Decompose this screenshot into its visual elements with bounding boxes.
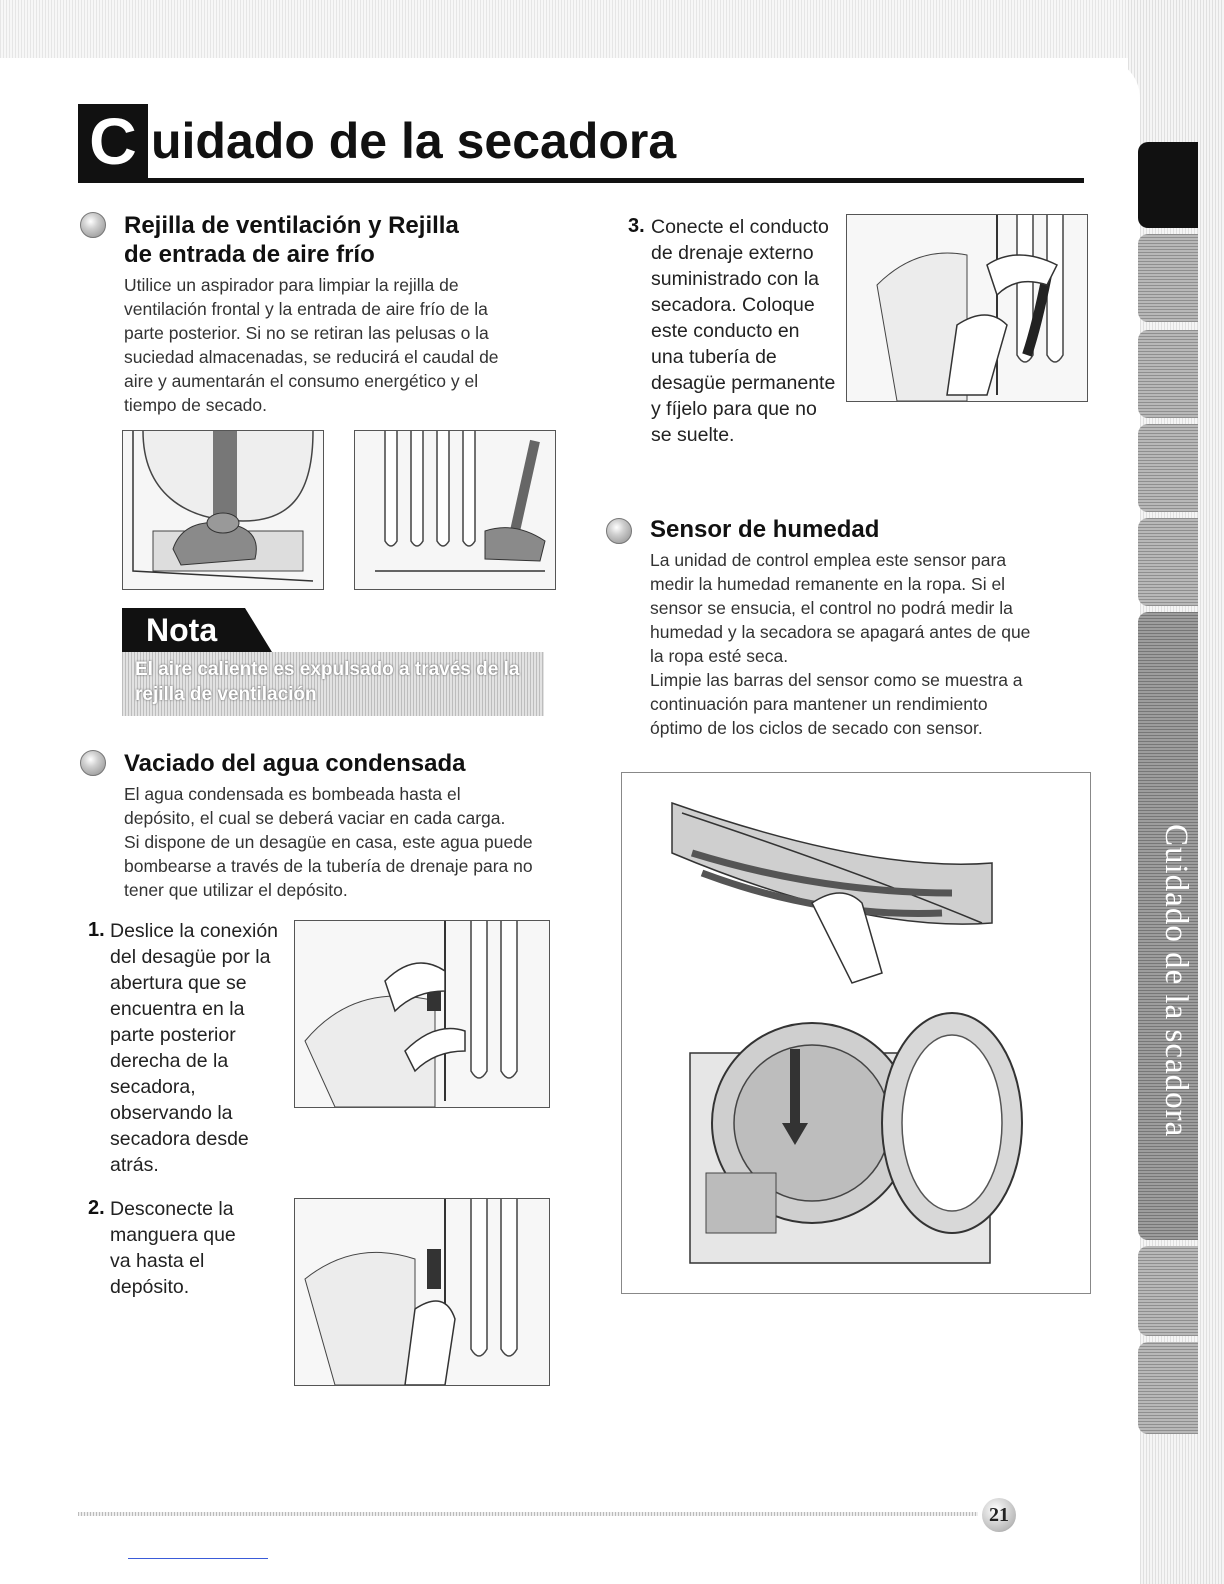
- sensor-body: [650, 548, 1030, 740]
- vent-body: [124, 273, 499, 417]
- sensor-illustration: [621, 772, 1091, 1294]
- drain-body: [124, 782, 533, 902]
- step-line: atrás.: [110, 1154, 159, 1176]
- step-line: encuentra en la: [110, 998, 245, 1020]
- step-line: manguera que: [110, 1224, 236, 1246]
- sensor-body-line: humedad y la secadora se apagará antes de que: [650, 622, 1031, 642]
- vent-body-line: Utilice un aspirador para limpiar la rejilla de: [124, 275, 459, 295]
- step-line: depósito.: [110, 1276, 190, 1298]
- step-line: Desconecte la: [110, 1198, 234, 1220]
- side-tab-1[interactable]: [1138, 142, 1198, 228]
- step-3-text: [651, 214, 835, 448]
- step-line: este conducto en: [651, 320, 800, 342]
- drain-body-line: bombearse a través de la tubería de drenaje para no: [124, 856, 533, 876]
- sensor-body-line: la ropa esté seca.: [650, 646, 789, 666]
- circle-bullet-icon: [80, 212, 106, 238]
- vent-body-line: tiempo de secado.: [124, 395, 268, 415]
- step-3-number: 3.: [628, 215, 645, 237]
- sensor-body-line: medir la humedad remanente en la ropa. Si el: [650, 574, 1006, 594]
- step-line: suministrado con la: [651, 268, 819, 290]
- front-vent-illustration: [122, 430, 324, 590]
- step-line: secadora,: [110, 1076, 196, 1098]
- top-band: [0, 0, 1224, 58]
- side-tab-5[interactable]: [1138, 518, 1198, 606]
- vent-heading-1: Rejilla de ventilación y Rejilla: [124, 212, 459, 239]
- step-line: desagüe permanente: [651, 372, 836, 394]
- drain-heading: Vaciado del agua condensada: [124, 750, 466, 777]
- nota-line: rejilla de ventilación: [135, 684, 317, 705]
- side-tab-7[interactable]: [1138, 1246, 1198, 1336]
- step-line: del desagüe por la: [110, 946, 271, 968]
- vent-body-line: aire y aumentarán el consumo energético y el: [124, 371, 479, 391]
- step-line: observando la: [110, 1102, 233, 1124]
- vent-heading-2: de entrada de aire frío: [124, 241, 375, 268]
- side-tab-3[interactable]: [1138, 330, 1198, 418]
- sensor-body-line: óptimo de los ciclos de secado con sensor.: [650, 718, 983, 738]
- sensor-body-line: sensor se ensucia, el control no podrá medir la: [650, 598, 1013, 618]
- sensor-body-line: Limpie las barras del sensor como se muestra a: [650, 670, 1023, 690]
- vent-body-line: parte posterior. Si no se retiran las pelusas o la: [124, 323, 489, 343]
- drain-body-line: depósito, el cual se deberá vaciar en cada carga.: [124, 808, 506, 828]
- drain-body-line: tener que utilizar el depósito.: [124, 880, 348, 900]
- step-line: va hasta el: [110, 1250, 205, 1272]
- step-2-number: 2.: [88, 1197, 105, 1219]
- drain-body-line: El agua condensada es bombeada hasta el: [124, 784, 461, 804]
- side-tab-2[interactable]: [1138, 234, 1198, 322]
- side-tab-8[interactable]: [1138, 1342, 1198, 1434]
- circle-bullet-icon: [606, 518, 632, 544]
- title-initial: C: [78, 104, 148, 178]
- drain-body-line: Si dispone de un desagüe en casa, este agua puede: [124, 832, 533, 852]
- vent-body-line: suciedad almacenadas, se reducirá el caudal de: [124, 347, 499, 367]
- side-tab-label: Cuidado de la scadora: [1158, 824, 1194, 1138]
- nota-line: El aire caliente es expulsado a través de la: [135, 659, 520, 680]
- step-line: parte posterior: [110, 1024, 236, 1046]
- step-line: de drenaje externo: [651, 242, 814, 264]
- step-line: una tubería de: [651, 346, 777, 368]
- step-2-text: [110, 1196, 236, 1300]
- step-1-illustration: [294, 920, 550, 1108]
- step-line: secadora desde: [110, 1128, 249, 1150]
- step-line: se suelte.: [651, 424, 735, 446]
- step-1-number: 1.: [88, 919, 105, 941]
- step-2-illustration: [294, 1198, 550, 1386]
- title-text: uidado de la secadora: [151, 113, 677, 169]
- step-line: abertura que se: [110, 972, 247, 994]
- vent-body-line: ventilación frontal y la entrada de aire frío de la: [124, 299, 488, 319]
- sensor-heading: Sensor de humedad: [650, 516, 880, 543]
- step-3-illustration: [846, 214, 1088, 402]
- step-1-text: [110, 918, 278, 1178]
- footer-rule: [78, 1512, 978, 1516]
- side-tab-4[interactable]: [1138, 424, 1198, 512]
- nota-text: [135, 657, 535, 707]
- bottom-rule: [128, 1558, 268, 1559]
- sensor-body-line: continuación para mantener un rendimiento: [650, 694, 988, 714]
- step-line: Conecte el conducto: [651, 216, 829, 238]
- step-line: Deslice la conexión: [110, 920, 279, 942]
- circle-bullet-icon: [80, 750, 106, 776]
- step-line: y fíjelo para que no: [651, 398, 817, 420]
- page-number: 21: [982, 1498, 1016, 1532]
- step-line: secadora. Coloque: [651, 294, 815, 316]
- sensor-body-line: La unidad de control emplea este sensor para: [650, 550, 1007, 570]
- step-line: derecha de la: [110, 1050, 229, 1072]
- nota-label: Nota: [146, 612, 218, 648]
- page-title: [78, 104, 1084, 183]
- rear-vent-illustration: [354, 430, 556, 590]
